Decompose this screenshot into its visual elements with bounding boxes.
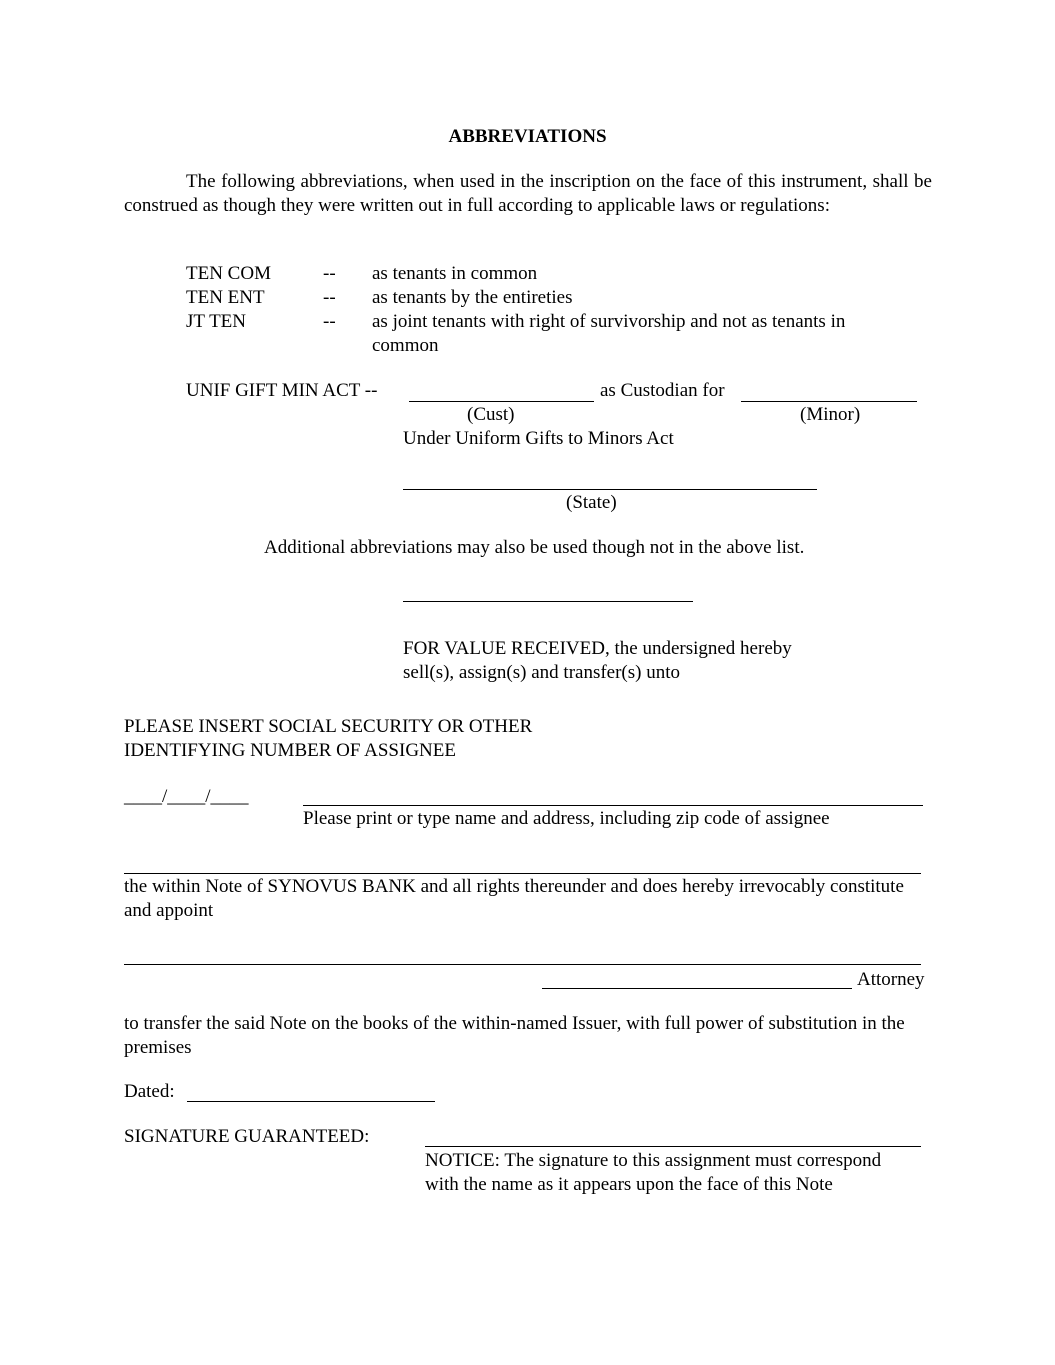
- abbreviation-meaning: as tenants in common: [372, 263, 538, 284]
- signature-guaranteed-label: SIGNATURE GUARANTEED:: [124, 1126, 370, 1147]
- minor-caption: (Minor): [800, 404, 861, 425]
- abbreviation-code: TEN COM: [186, 263, 271, 284]
- abbreviation-dash: --: [323, 311, 336, 332]
- transfer-paragraph: to transfer the said Note on the books of the within-named Issuer, with full power of substitution in the premises: [124, 1013, 905, 1058]
- signature-blank[interactable]: [425, 1146, 921, 1147]
- assignee-name-blank[interactable]: [303, 805, 923, 806]
- under-act-text: Under Uniform Gifts to Minors Act: [403, 428, 674, 449]
- page-title: ABBREVIATIONS: [448, 126, 607, 147]
- within-note-paragraph: the within Note of SYNOVUS BANK and all rights thereunder and does hereby irrevocably constitute and appoint: [124, 876, 904, 921]
- attorney-label: Attorney: [857, 969, 925, 990]
- abbreviation-meaning: as joint tenants with right of survivorship and not as tenants in common: [372, 311, 846, 356]
- state-caption: (State): [566, 492, 617, 513]
- dated-blank[interactable]: [187, 1101, 435, 1102]
- ssn-input[interactable]: ____/____/____: [124, 786, 249, 807]
- abbreviation-row-jt-ten: [186, 310, 906, 358]
- custodian-blank[interactable]: [409, 401, 594, 402]
- state-blank[interactable]: [403, 489, 817, 490]
- ssn-label-line-1: PLEASE INSERT SOCIAL SECURITY OR OTHER: [124, 716, 533, 737]
- dated-label: Dated:: [124, 1081, 175, 1102]
- assignee-address-blank[interactable]: [124, 873, 921, 874]
- attorney-blank-full[interactable]: [124, 964, 921, 965]
- cust-caption: (Cust): [467, 404, 515, 425]
- notice-line-1: NOTICE: The signature to this assignment must correspond: [425, 1150, 882, 1171]
- as-custodian-for-text: as Custodian for: [600, 380, 725, 401]
- attorney-name-blank[interactable]: [542, 988, 852, 989]
- abbreviation-dash: --: [323, 287, 336, 308]
- for-value-line-2: sell(s), assign(s) and transfer(s) unto: [403, 662, 681, 683]
- minor-blank[interactable]: [741, 401, 917, 402]
- abbreviation-code: JT TEN: [186, 311, 246, 332]
- abbreviation-dash: --: [323, 263, 336, 284]
- abbreviation-meaning: as tenants by the entireties: [372, 287, 573, 308]
- notice-line-2: with the name as it appears upon the face of this Note: [425, 1174, 833, 1195]
- ssn-label-line-2: IDENTIFYING NUMBER OF ASSIGNEE: [124, 740, 456, 761]
- abbreviation-list: [186, 262, 906, 358]
- abbreviation-row-ten-ent: [186, 286, 906, 310]
- for-value-line-1: FOR VALUE RECEIVED, the undersigned hereby: [403, 638, 792, 659]
- additional-abbreviations-note: Additional abbreviations may also be used though not in the above list.: [264, 537, 805, 558]
- assignee-caption: Please print or type name and address, including zip code of assignee: [303, 808, 830, 829]
- section-divider: [403, 601, 693, 602]
- abbreviation-row-ten-com: [186, 262, 906, 286]
- intro-paragraph: The following abbreviations, when used in the inscription on the face of this instrument, shall be construed as though they were written out in full according to applicable laws or regulations:: [124, 171, 932, 216]
- abbreviation-code: TEN ENT: [186, 287, 265, 308]
- unif-gift-label: UNIF GIFT MIN ACT --: [186, 380, 378, 401]
